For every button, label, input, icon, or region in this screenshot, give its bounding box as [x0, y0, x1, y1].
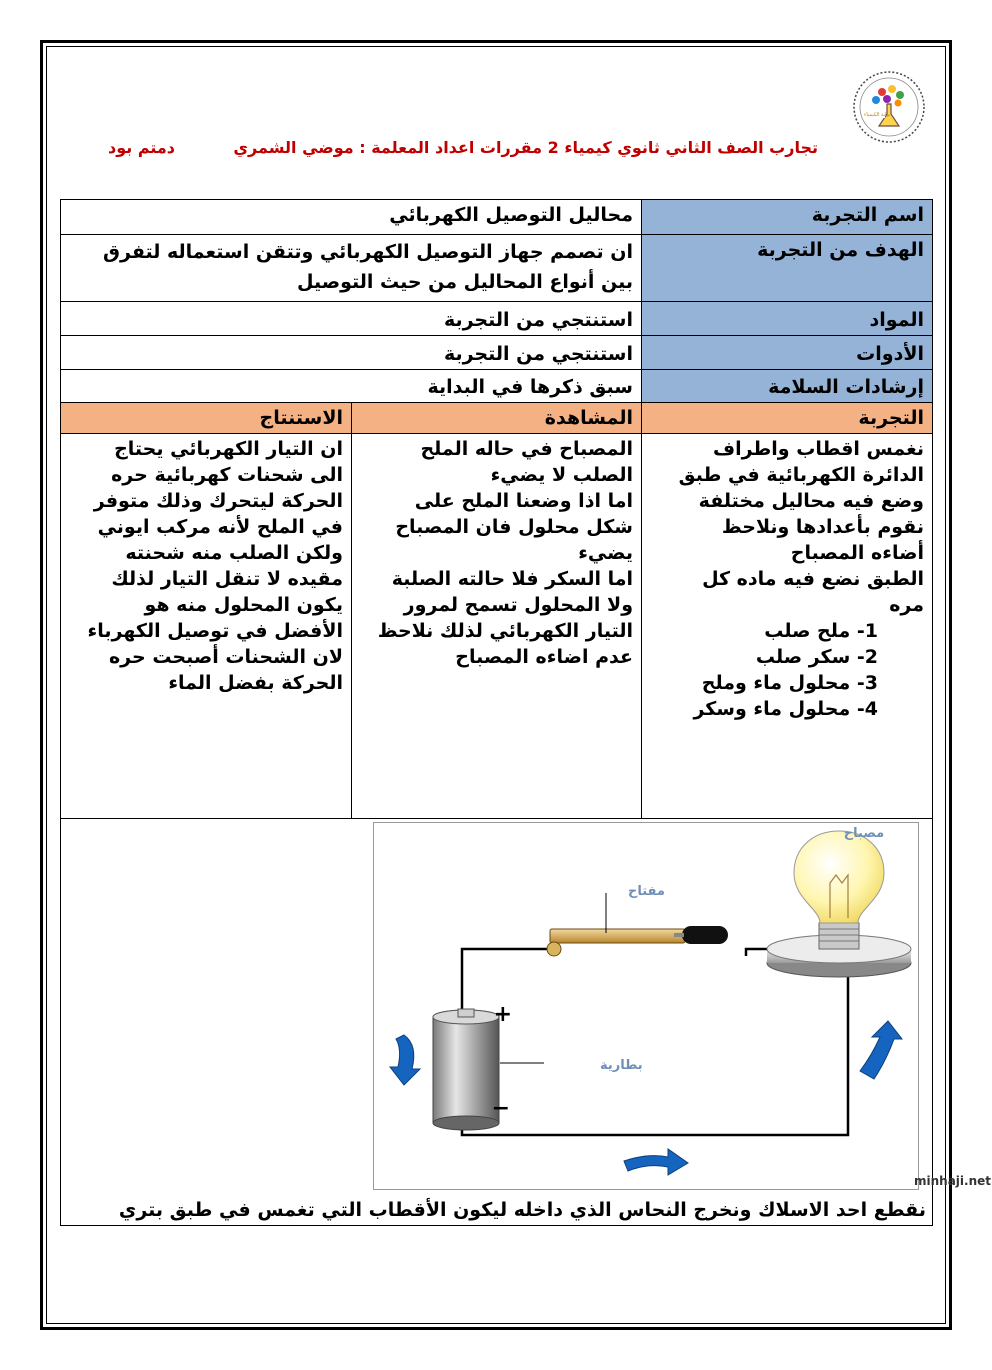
battery-icon — [433, 1009, 499, 1130]
lamp-icon — [767, 831, 911, 977]
battery-plus-sign: + — [493, 1002, 512, 1027]
logo-caption: بوابة الكيمياء — [864, 112, 891, 118]
list-item: ان التيار الكهربائي يحتاج — [114, 438, 343, 460]
table-row — [61, 336, 933, 370]
list-item: 3- محلول ماء وملح — [701, 672, 878, 694]
conclusion-text — [61, 434, 352, 819]
list-item: وضع فيه محاليل مختلفة — [698, 490, 924, 512]
flask-tree-logo-icon — [852, 70, 926, 144]
table-header-row — [61, 403, 933, 434]
table-row — [61, 235, 933, 302]
list-item: الصلب لا يضيء — [490, 464, 633, 486]
value-experiment-name: محاليل التوصيل الكهربائي — [61, 200, 642, 235]
list-item: لان الشحنات أصبحت حره — [108, 646, 343, 668]
watermark: minhaji.net — [914, 1174, 992, 1188]
list-item: اما السكر فلا حالته الصلبة — [391, 568, 633, 590]
header-signoff: دمتم بود — [108, 138, 176, 157]
list-item: الأفضل في توصيل الكهرباء — [87, 620, 343, 642]
list-item: في الملح لأنه مركب ايوني — [97, 516, 343, 538]
value-goal: ان تصمم جهاز التوصيل الكهربائي وتتقن استعماله لتفرق بين أنواع المحاليل من حيث التوصيل — [61, 235, 642, 302]
list-item: يكون المحلول منه هو — [144, 594, 343, 616]
header-title: تجارب الصف الثاني ثانوي كيمياء 2 مقررات اعداد المعلمة : موضي الشمري — [233, 138, 818, 157]
current-direction-right-icon — [624, 1149, 688, 1175]
switch-label: مفتاح — [628, 884, 665, 899]
list-item: المصباح في حاله الملح — [420, 438, 633, 460]
value-materials: استنتجي من التجربة — [61, 302, 642, 336]
column-header-experiment: التجربة — [642, 403, 933, 434]
table-row — [61, 302, 933, 336]
label-materials: المواد — [642, 302, 933, 336]
value-safety: سبق ذكرها في البداية — [61, 370, 642, 403]
list-item: نقوم بأعدادها ونلاحظ — [721, 516, 924, 538]
list-item: يضيء — [578, 542, 633, 564]
circuit-diagram-cell — [61, 819, 992, 1226]
circuit-diagram — [373, 822, 992, 1190]
list-item: مقيده لا تنقل التيار لذلك — [111, 568, 343, 590]
list-item: عدم اضاءه المصباح — [455, 646, 633, 668]
current-direction-down-icon — [390, 1035, 420, 1085]
list-item: الى شحنات كهربائية حره — [111, 464, 343, 486]
lamp-label: مصباح — [843, 826, 885, 841]
list-item: الطبق نضع فيه ماده كل — [702, 568, 924, 590]
battery-minus-sign: − — [491, 1096, 510, 1121]
column-header-observation: المشاهدة — [352, 403, 642, 434]
list-item: الدائرة الكهربائية في طبق — [678, 464, 924, 486]
label-safety: إرشادات السلامة — [642, 370, 933, 403]
label-goal: الهدف من التجربة — [642, 235, 933, 302]
column-header-conclusion: الاستنتاج — [61, 403, 352, 434]
table-row — [61, 370, 933, 403]
diagram-caption: نقطع احد الاسلاك ونخرج النحاس الذي داخله ليكون الأقطاب التي تغمس في طبق بتري — [118, 1199, 926, 1221]
list-item: أضاءه المصباح — [790, 542, 924, 564]
list-item: التيار الكهربائي لذلك نلاحظ — [377, 620, 633, 642]
table-row — [61, 434, 933, 819]
experiment-steps — [642, 434, 933, 819]
battery-label: بطارية — [600, 1058, 643, 1073]
list-item: اما اذا وضعنا الملح على — [414, 490, 633, 512]
list-item: نغمس اقطاب واطراف — [713, 438, 924, 460]
label-experiment-name: اسم التجربة — [642, 200, 933, 235]
list-item: الحركة ليتحرك وذلك متوفر — [93, 490, 343, 512]
list-item: 2- سكر صلب — [755, 646, 878, 668]
list-item: مره — [889, 594, 924, 616]
observation-text — [352, 434, 642, 819]
list-item: ولكن الصلب منه شحنته — [125, 542, 343, 564]
list-item: ولا المحلول تسمح لمرور — [403, 594, 633, 616]
label-tools: الأدوات — [642, 336, 933, 370]
current-direction-up-icon — [860, 1021, 902, 1079]
experiment-table — [60, 199, 992, 1226]
list-item: الحركة بفضل الماء — [168, 672, 343, 694]
list-item: 1- ملح صلب — [764, 620, 878, 642]
switch-icon — [547, 926, 728, 956]
table-row — [61, 819, 933, 1226]
table-row — [61, 200, 933, 235]
list-item: 4- محلول ماء وسكر — [693, 698, 878, 720]
value-tools: استنتجي من التجربة — [61, 336, 642, 370]
list-item: شكل محلول فان المصباح — [395, 516, 633, 538]
